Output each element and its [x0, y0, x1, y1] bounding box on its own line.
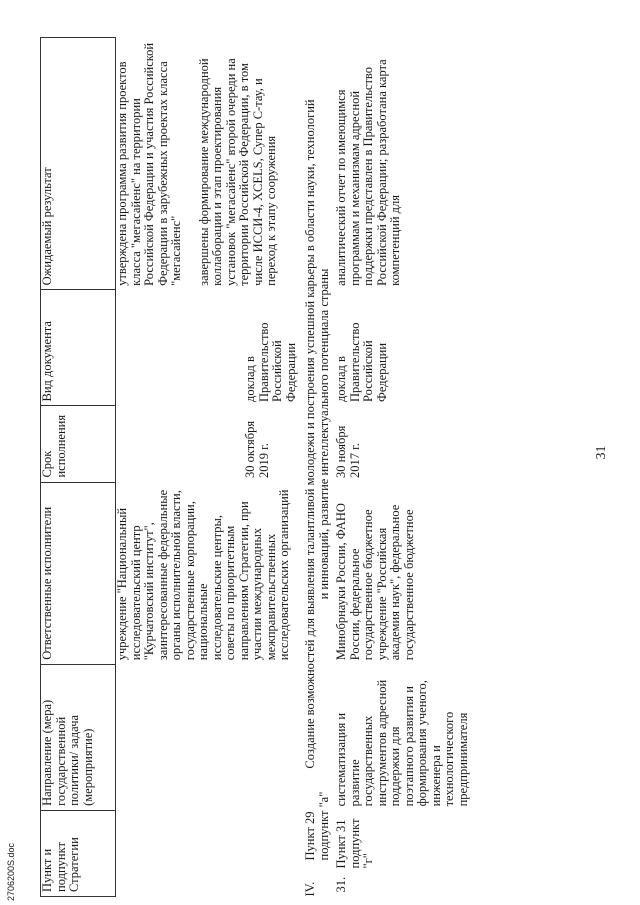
- table-row: [335, 38, 470, 897]
- row-number: 31.: [334, 876, 348, 893]
- header-measure: Направление (мера) государственной политики/ задача (мероприятие): [41, 664, 116, 810]
- cell-expected-result: [116, 38, 299, 290]
- cell-executors: Минобрнауки России, ФАНО России, федеральное государственное бюджетное учреждение "Российская академия наук", федеральное государственное бюджетное: [334, 503, 416, 661]
- header-deadline: Срок исполнения: [41, 406, 116, 482]
- result-item: утверждена программа развития проектов класса "мегасайенс" на территории Российской Федерации и участия Российской Федерации в зарубежных проектах класса "мегасайенс": [115, 42, 183, 286]
- cell-executors: учреждение "Национальный исследовательский центр "Курчатовский институт", заинтересованные федеральные органы исполнительной власти, государственные корпорации, национальные исследовательские центры, советы по приоритетным направлениям Стратегии, при участии международных межправительственных исследовательских организаций: [115, 489, 291, 661]
- result-item: завершены формирование международной коллаборации и этап проектирования установок "мегасайенс" второй очереди на территории Российской Федерации, в том числе ИССИ-4, XCELS, Супер С-тау, и переход к этапу сооружения: [196, 58, 278, 286]
- table-header-row: [41, 38, 116, 897]
- cell-expected-result: аналитический отчет по имеющимся программам и механизмам адресной поддержки представлен в Правительство Российской Федерации; разработана карта компетенций для: [334, 59, 402, 286]
- cell-document-type: доклад в Правительство Российской Федерации: [243, 322, 298, 402]
- cell-deadline: 30 ноября 2017 г.: [334, 425, 362, 479]
- cell-document-type: доклад в Правительство Российской Федерации: [334, 322, 389, 402]
- cell-measure: [116, 664, 299, 810]
- section-number: IV.: [303, 881, 317, 897]
- page-number: 31: [594, 445, 609, 460]
- strategy-plan-table: [40, 37, 470, 897]
- cell-point: [335, 810, 470, 896]
- footer-filename: 2706200S.doc: [6, 842, 16, 901]
- row-point: Пункт 31 подпункт "г": [334, 818, 375, 869]
- section-title: Создание возможностей для выявления талантливой молодежи и построения успешной карьеры в области науки, технологий и инноваций, развитие интеллектуального потенциала страны: [303, 99, 331, 769]
- header-executors: Ответственные исполнители: [41, 482, 116, 664]
- section-point: Пункт 29 подпункт "а": [303, 791, 331, 861]
- section-row: [298, 38, 335, 897]
- header-document-type: Вид документа: [41, 290, 116, 406]
- header-expected-result: Ожидаемый результат: [41, 38, 116, 290]
- cell-measure: систематизация и развитие государственных инструментов адресной поддержки для поэтапного развития и формирования ученого, инженера и технологического предпринимателя: [334, 679, 470, 807]
- table-row: [116, 38, 299, 897]
- header-strategy-point: Пункт и подпункт Стратегии: [41, 810, 116, 896]
- cell-deadline: 30 октября 2019 г.: [243, 420, 271, 479]
- cell-point: [116, 810, 299, 896]
